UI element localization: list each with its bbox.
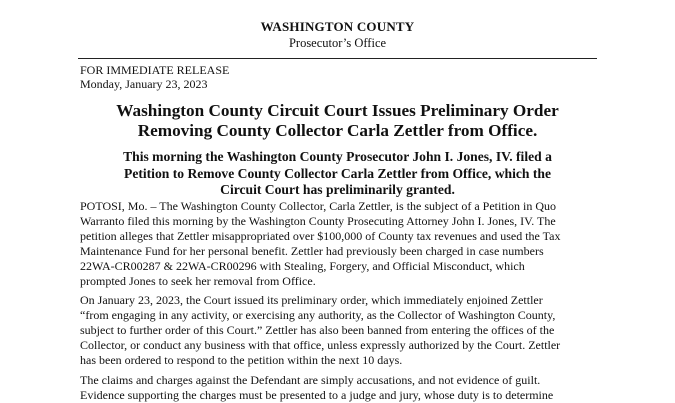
body-paragraph-2 [80,293,600,368]
paragraph-line: The claims and charges against the Defendant are simply accusations, and not evidence of guilt. [80,373,541,387]
header-divider [78,58,597,59]
paragraph-line: POTOSI, Mo. – The Washington County Collector, Carla Zettler, is the subject of a Petition in Quo [80,199,557,213]
office-name: WASHINGTON COUNTY [260,19,415,34]
subheadline-line: Petition to Remove County Collector Carla Zettler from Office, which the [124,165,551,181]
body-paragraph-3 [80,373,600,403]
headline [60,101,615,141]
subheadline-line: This morning the Washington County Prosecutor John I. Jones, IV. filed a [123,149,552,164]
paragraph-line: Warranto filed this morning by the Washington County Prosecuting Attorney John I. Jones, IV. The [80,214,556,228]
paragraph-line: “from engaging in any activity, or exercising any authority, as the Collector of Washington County, [80,308,556,322]
paragraph-line: On January 23, 2023, the Court issued its preliminary order, which immediately enjoined Zettler [80,293,543,307]
headline-line: Removing County Collector Carla Zettler from Office. [137,121,538,140]
subheadline [80,149,595,199]
paragraph-line: Evidence supporting the charges must be presented to a judge and jury, whose duty is to determine [80,388,554,402]
paragraph-line: subject to further order of this Court.” Zettler has also been banned from entering the offices of the [80,323,555,337]
paragraph-line: prompted Jones to seek her removal from Office. [80,274,316,288]
office-subtitle: Prosecutor’s Office [288,36,387,50]
paragraph-line: has been ordered to respond to the petition within the next 10 days. [80,353,403,367]
release-label: FOR IMMEDIATE RELEASE [80,63,230,77]
subheadline-line: Circuit Court has preliminarily granted. [220,182,455,197]
paragraph-line: Collector, or conduct any business with that office, unless expressly authorized by the Court. Zettler [80,338,561,352]
paragraph-line: Maintenance Fund for her personal benefit. Zettler had previously been charged in case numbers [80,244,544,258]
release-date: Monday, January 23, 2023 [80,76,208,91]
headline-line: Washington County Circuit Court Issues Preliminary Order [116,101,559,120]
body-paragraph-1 [80,199,600,289]
release-block [80,64,229,91]
paragraph-line: 22WA-CR00287 & 22WA-CR00296 with Stealing, Forgery, and Official Misconduct, which [80,259,525,273]
paragraph-line: petition alleges that Zettler misappropriated over $100,000 of County tax revenues and used the Tax [80,229,561,243]
